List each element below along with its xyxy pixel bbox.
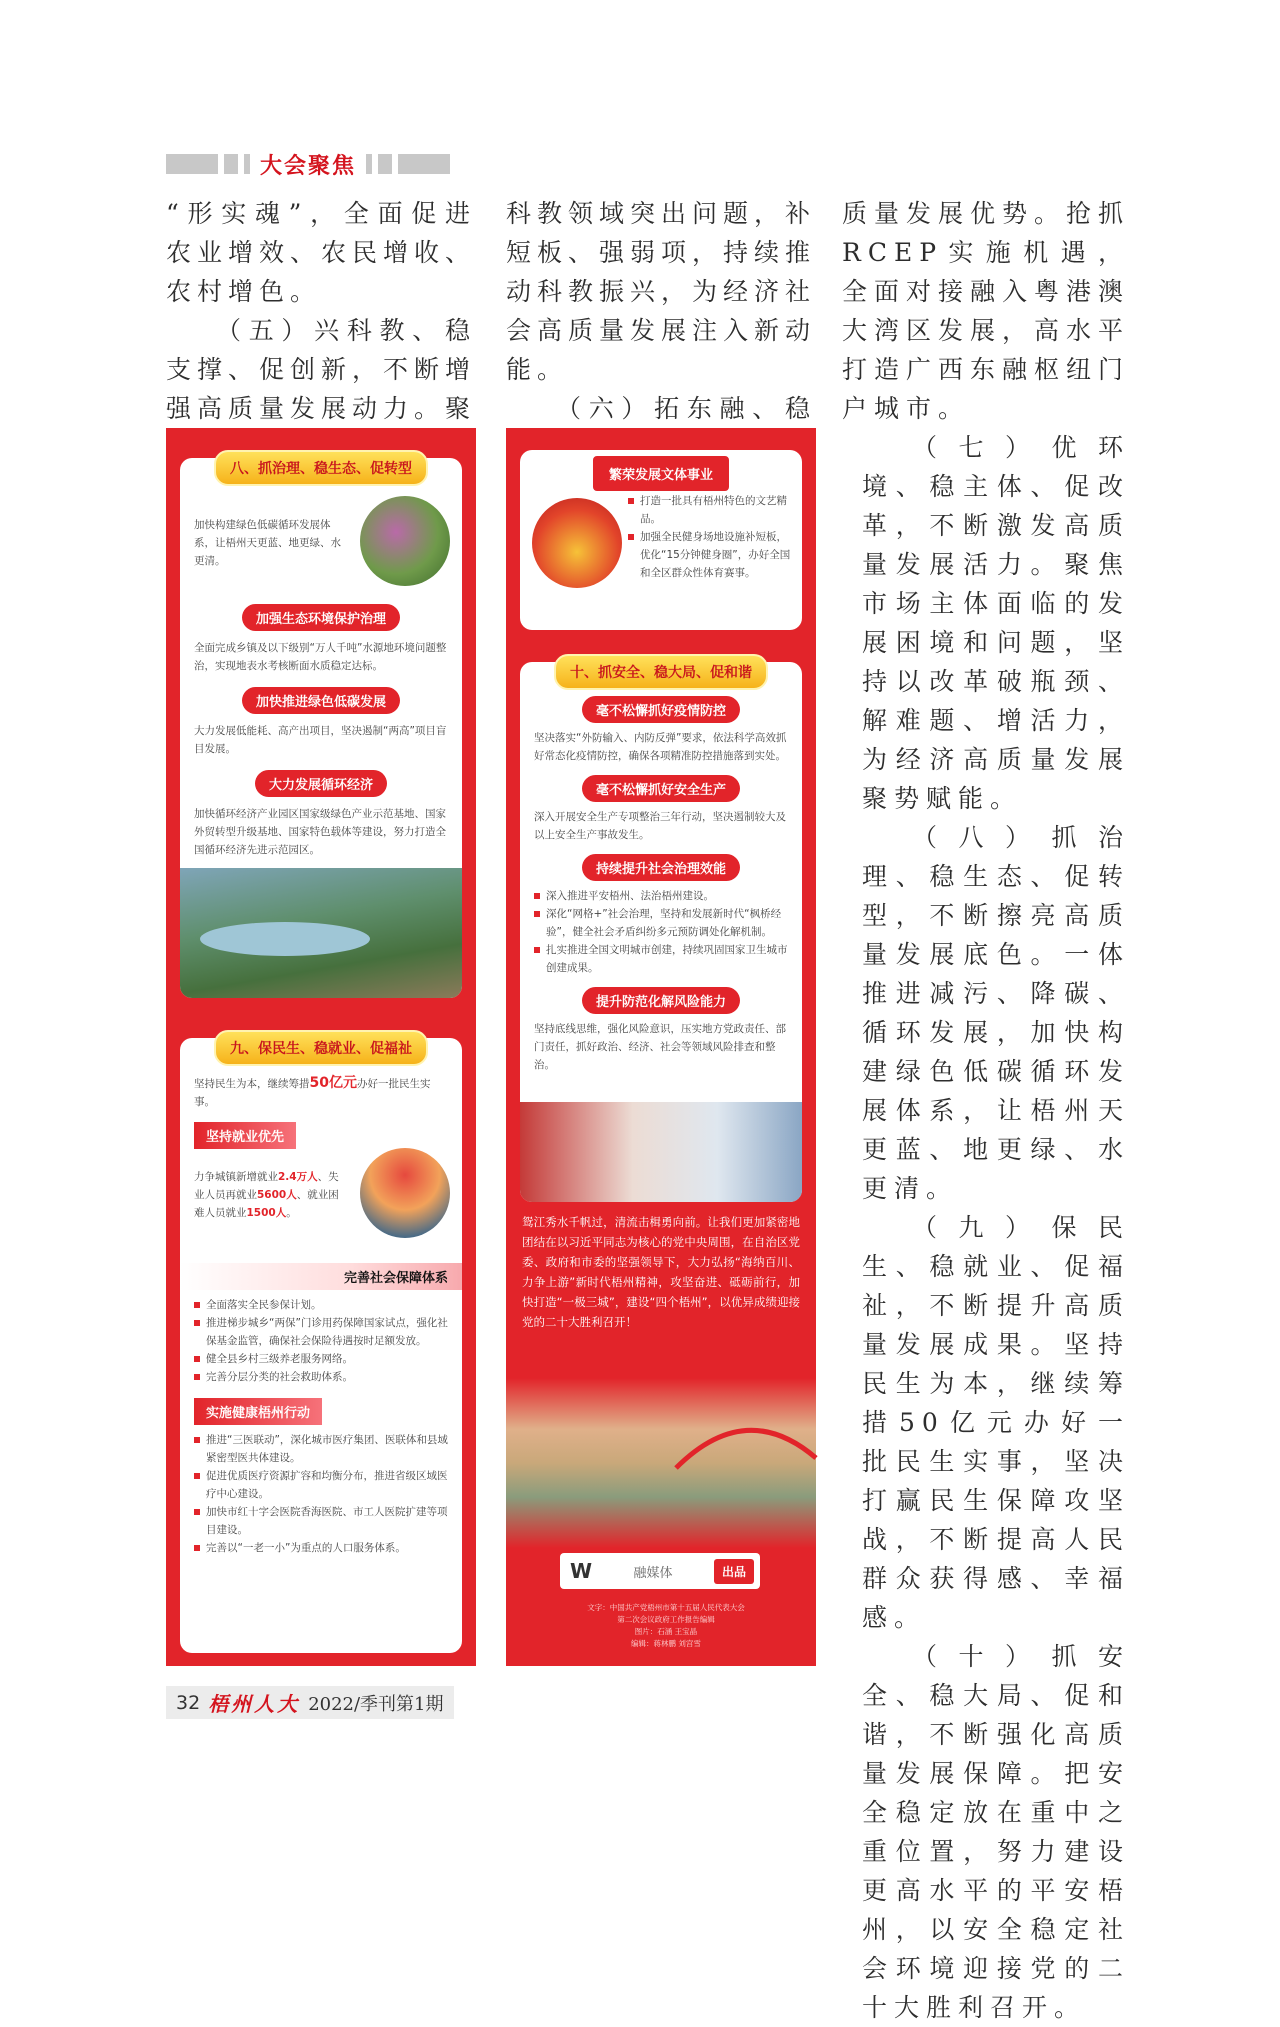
- credit-line: 编辑：蒋林鹏 刘宫雪: [631, 1639, 701, 1648]
- credit-line: 第二次会议政府工作报告编辑: [617, 1615, 715, 1624]
- social-security-list: [180, 1296, 462, 1386]
- emp-num-3: 1500人: [246, 1207, 287, 1219]
- list-item: 深入推进平安梧州、法治梧州建设。: [534, 887, 788, 905]
- issue-label: 2022/季刊第1期: [308, 1693, 444, 1715]
- vaccination-photo: [520, 1102, 802, 1202]
- header-bar-right: [398, 154, 450, 174]
- culture-list: [620, 492, 802, 582]
- river-aerial-photo: [180, 868, 462, 998]
- logo-tag: 出品: [714, 1559, 754, 1584]
- garden-photo: [360, 496, 450, 586]
- employment-tag-wrap: [180, 1116, 296, 1155]
- bridge-arc: [506, 1378, 816, 1548]
- work-safety-text: 深入开展安全生产专项整治三年行动，坚决遏制较大及以上安全生产事故发生。: [534, 811, 786, 841]
- closing-paragraph: 鸳江秀水千帆过，清流击楫勇向前。让我们更加紧密地团结在以习近平同志为核心的党中央周围，在自治区党委、政府和市委的坚强领导下，大力弘扬“海纳百川、力争上游”新时代梧州精神，攻坚奋进、砥砺前行，加快打造“一极三城”，建设“四个梧州”，以优异成绩迎接党的二十大胜利召开！: [522, 1215, 800, 1329]
- paragraph: 科教领域突出问题，补短板、强弱项，持续推动科教振兴，为经济社会高质量发展注入新动能。: [506, 199, 817, 384]
- text-column-3: [842, 194, 1130, 2027]
- section-8-card: [180, 458, 462, 998]
- list-item: 完善分层分类的社会救助体系。: [194, 1368, 448, 1386]
- paragraph: （十）抓安全、稳大局、促和谐，不断强化高质量发展保障。把安全稳定放在重中之重位置，努力建设更高水平的平安梧州，以安全稳定社会环境迎接党的二十大胜利召开。: [862, 1642, 1130, 2022]
- section-10-body: [520, 696, 802, 1074]
- paragraph: 质量发展优势。抢抓RCEP实施机遇，全面对接融入粤港澳大湾区发展，高水平打造广西东融枢纽门户城市。: [842, 199, 1131, 423]
- paragraph: （八）抓治理、稳生态、促转型，不断擦亮高质量发展底色。一体推进减污、降碳、循环发展，加快构建绿色低碳循环发展体系，让梧州天更蓝、地更绿、水更清。: [862, 823, 1130, 1203]
- list-item: 打造一批具有梧州特色的文艺精品。: [628, 492, 794, 528]
- employment-text: [180, 1168, 360, 1222]
- emp-text-a: 力争城镇新增就业: [194, 1171, 278, 1183]
- section-header: [166, 150, 450, 178]
- section-10-banner: 十、抓安全、稳大局、促和谐: [554, 654, 768, 690]
- stage-performance-photo: [532, 498, 622, 588]
- emp-num-2: 5600人: [257, 1189, 297, 1201]
- publisher-logo: [560, 1553, 760, 1589]
- credit-line: 文字：中国共产党梧州市第十五届人民代表大会: [587, 1603, 745, 1612]
- page-footer: [166, 1686, 454, 1719]
- section-9-card: [180, 1038, 462, 1653]
- credits: [546, 1602, 786, 1650]
- health-action-list: [180, 1431, 462, 1557]
- river-shape: [200, 922, 370, 956]
- emp-text-b: 、失业人员再就业: [194, 1171, 339, 1201]
- text-column-1: [166, 194, 476, 467]
- header-bar-left: [166, 154, 218, 174]
- pill-risk-prevention: 提升防范化解风险能力: [582, 987, 740, 1014]
- crowd-photo: [360, 1148, 450, 1238]
- infographic-panel-left: [166, 428, 476, 1666]
- header-bar-left-thin: [244, 154, 250, 174]
- section-10-card: [520, 662, 802, 1202]
- tag-employment: 坚持就业优先: [194, 1122, 296, 1149]
- paragraph: （九）保民生、稳就业、促福祉，不断提升高质量发展成果。坚持民生为本，继续筹措50亿元办好一批民生实事，坚决打赢民生保障攻坚战，不断提高人民群众获得感、幸福感。: [862, 1213, 1130, 1632]
- section-8-intro: 加快构建绿色低碳循环发展体系，让梧州天更蓝、地更绿、水更清。: [194, 519, 341, 567]
- pill-epidemic-control: 毫不松懈抓好疫情防控: [582, 696, 740, 723]
- credit-line: 图片：石涵 王宝晶: [634, 1627, 698, 1636]
- paragraph: （七）优环境、稳主体、促改革，不断激发高质量发展活力。聚焦市场主体面临的发展困境和问题，坚持以改革破瓶颈、解难题、增活力，为经济高质量发展聚势赋能。: [862, 433, 1130, 813]
- emp-text-c: 、就业困难人员就业: [194, 1189, 339, 1219]
- section-9-intro: [180, 1074, 462, 1111]
- pill-work-safety: 毫不松懈抓好安全生产: [582, 775, 740, 802]
- intro-amount: 50亿元: [309, 1075, 357, 1091]
- social-governance-list: [520, 887, 802, 977]
- emp-text-d: 。: [286, 1207, 297, 1219]
- pill-circular-economy: 大力发展循环经济: [255, 770, 387, 797]
- intro-text: 坚持民生为本，继续筹措: [194, 1078, 310, 1090]
- circular-economy-text: 加快循环经济产业园区国家级绿色产业示范基地、国家外贸转型升级基地、国家特色载体等建设，努力打造全国循环经济先进示范园区。: [194, 808, 446, 856]
- emp-num-1: 2.4万人: [278, 1171, 318, 1183]
- page-number: 32: [176, 1691, 201, 1714]
- paragraph: （五）兴科教、稳支撑、促创新，不断增强高质量发展动力。聚: [166, 316, 477, 423]
- header-bar-right-small: [378, 154, 392, 174]
- tag-health-action: 实施健康梧州行动: [194, 1398, 322, 1425]
- list-item: 推进梯步城乡“两保”门诊用药保障国家试点，强化社保基金监管，确保社会保险待遇按时足额发放。: [194, 1314, 448, 1350]
- section-9-banner: 九、保民生、稳就业、促福祉: [214, 1030, 428, 1066]
- green-development-text: 大力发展低能耗、高产出项目，坚决遏制“两高”项目盲目发展。: [194, 725, 447, 755]
- magazine-name: 梧州人大: [208, 1692, 301, 1716]
- epidemic-control-text: 坚决落实“外防输入、内防反弹”要求，依法科学高效抓好常态化疫情防控，确保各项精准防控措施落到实处。: [534, 732, 787, 762]
- header-bar-right-thin: [366, 154, 372, 174]
- eco-protection-text: 全面完成乡镇及以下级别“万人千吨”水源地环境问题整治，实现地表水考核断面水质稳定达标。: [194, 642, 447, 672]
- infographic-panel-right: [506, 428, 816, 1666]
- list-item: 加强全民健身场地设施补短板，优化“15分钟健身圈”，办好全国和全区群众性体育赛事。: [628, 528, 794, 582]
- list-item: 加快市红十字会医院香海医院、市工人医院扩建等项目建设。: [194, 1503, 448, 1539]
- section-8-banner: 八、抓治理、稳生态、促转型: [214, 450, 428, 486]
- risk-prevention-text: 坚持底线思维，强化风险意识，压实地方党政责任、部门责任，抓好政治、经济、社会等领域风险排查和整治。: [534, 1023, 786, 1071]
- city-bridge-photo: [506, 1378, 816, 1548]
- pill-social-governance: 持续提升社会治理效能: [582, 854, 740, 881]
- culture-banner: 繁荣发展文体事业: [593, 456, 729, 491]
- list-item: 深化“网格+”社会治理，坚持和发展新时代“枫桥经验”，健全社会矛盾纠纷多元预防调处化解机制。: [534, 905, 788, 941]
- section-8-body: [180, 604, 462, 859]
- list-item: 完善以“一老一小”为重点的人口服务体系。: [194, 1539, 448, 1557]
- intro-text-end: 办好一批民生实事。: [194, 1078, 431, 1108]
- list-item: 扎实推进全国文明城市创建，持续巩固国家卫生城市创建成果。: [534, 941, 788, 977]
- paragraph: “形实魂”，全面促进农业增效、农民增收、农村增色。: [166, 199, 477, 306]
- section-title: 大会聚焦: [260, 153, 357, 179]
- tag-social-security: 完善社会保障体系: [180, 1263, 462, 1290]
- pill-eco-protection: 加强生态环境保护治理: [242, 604, 400, 631]
- culture-card: [520, 450, 802, 630]
- social-security-block: [180, 1263, 462, 1557]
- logo-text: 融媒体: [633, 1565, 673, 1581]
- list-item: 健全县乡村三级养老服务网络。: [194, 1350, 448, 1368]
- header-bar-left-small: [224, 154, 238, 174]
- list-item: 全面落实全民参保计划。: [194, 1296, 448, 1314]
- pill-green-development: 加快推进绿色低碳发展: [242, 687, 400, 714]
- logo-mark: W: [570, 1559, 593, 1583]
- list-item: 促进优质医疗资源扩容和均衡分布，推进省级区域医疗中心建设。: [194, 1467, 448, 1503]
- list-item: 推进“三医联动”，深化城市医疗集团、医联体和县域紧密型医共体建设。: [194, 1431, 448, 1467]
- paragraph: （六）拓东融、稳: [556, 394, 816, 423]
